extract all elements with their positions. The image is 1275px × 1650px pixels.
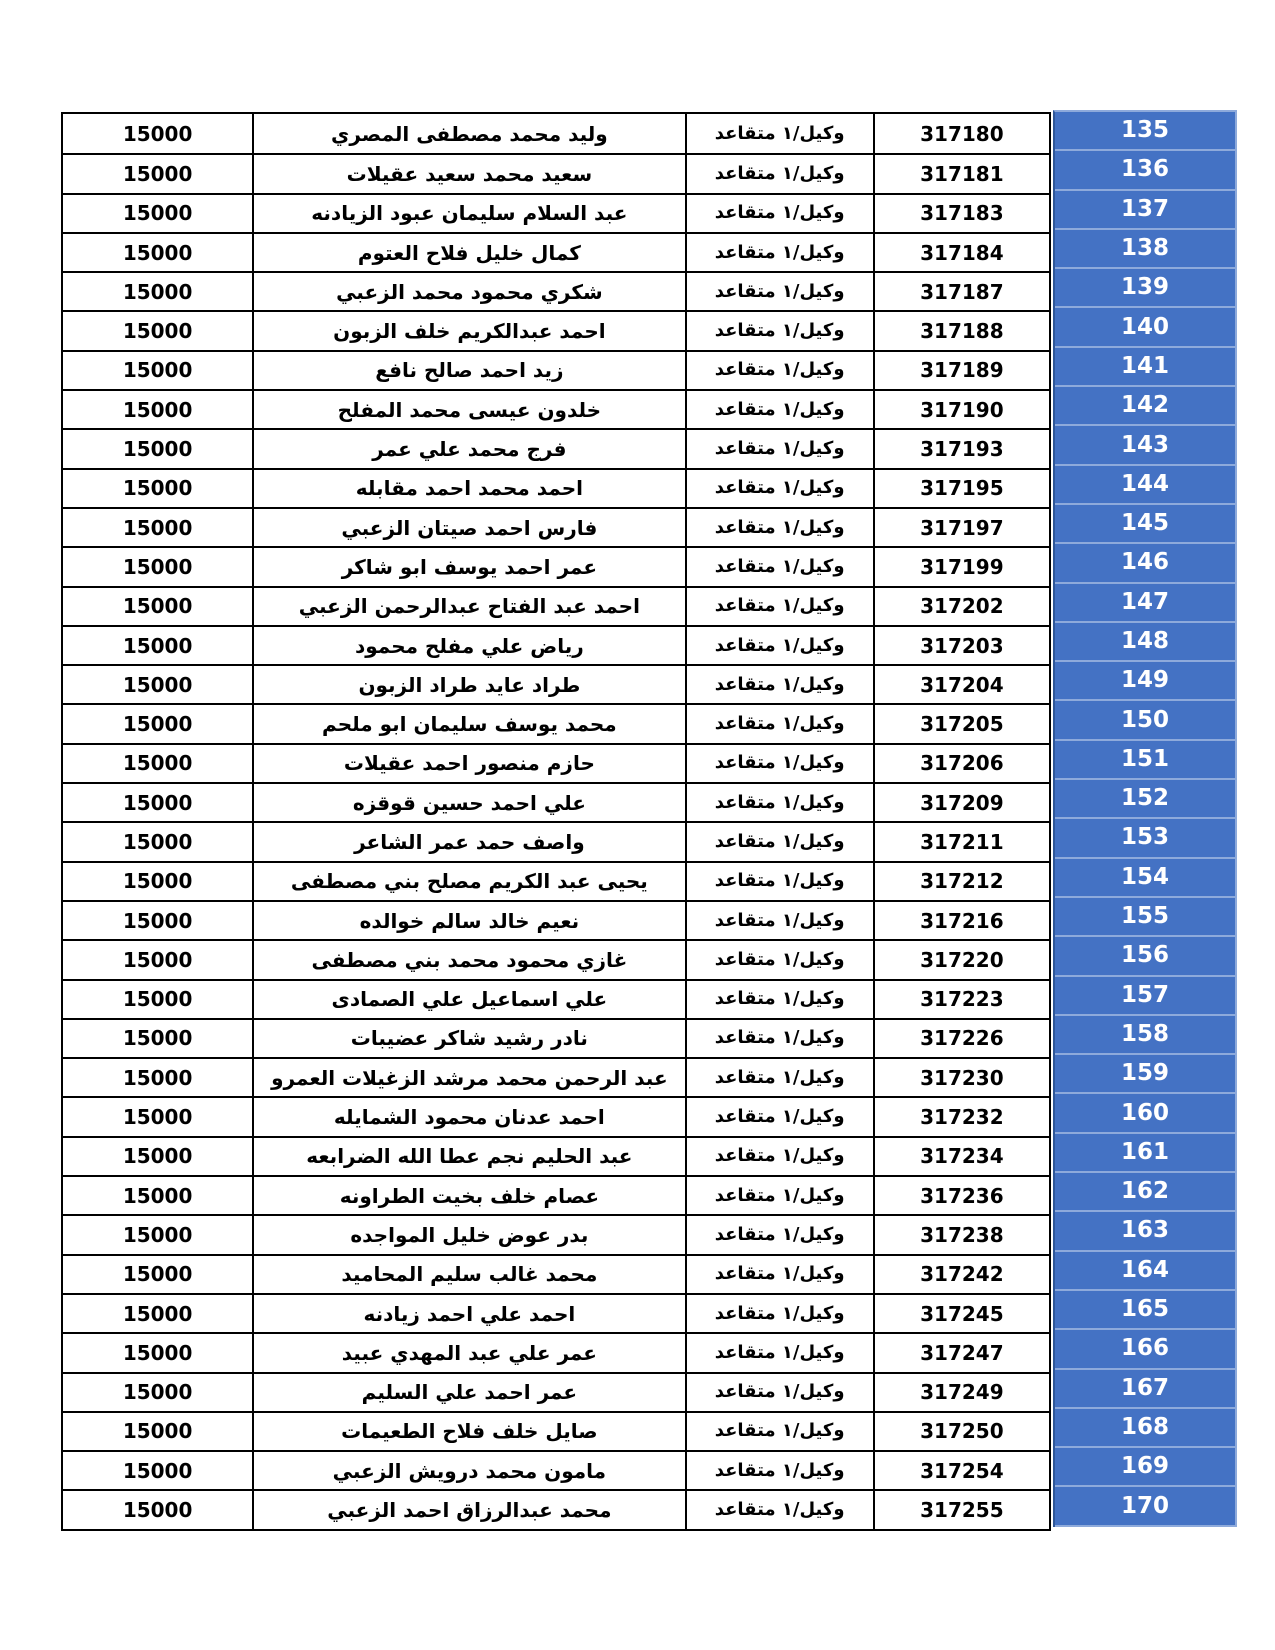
rank-cell: وكيل/١ متقاعد [685, 114, 873, 153]
table-row [63, 232, 1049, 271]
row-number-cell: 135 [1055, 112, 1235, 151]
table-row [63, 782, 1049, 821]
name-cell: عمر علي عبد المهدي عبيد [252, 1334, 684, 1371]
rank-cell: وكيل/١ متقاعد [685, 1020, 873, 1057]
name-cell: نادر رشيد شاكر عضيبات [252, 1020, 684, 1057]
table-row [63, 428, 1049, 467]
table-row [63, 743, 1049, 782]
row-number-cell: 161 [1055, 1134, 1235, 1173]
name-cell: عصام خلف بخيت الطراونه [252, 1177, 684, 1214]
rank-cell: وكيل/١ متقاعد [685, 784, 873, 821]
name-cell: علي اسماعيل علي الصمادى [252, 981, 684, 1018]
id-cell: 317180 [873, 114, 1049, 153]
name-cell: واصف حمد عمر الشاعر [252, 823, 684, 860]
row-number-cell: 139 [1055, 269, 1235, 308]
id-cell: 317188 [873, 312, 1049, 349]
amount-cell: 15000 [122, 1262, 193, 1287]
id-cell: 317206 [873, 745, 1049, 782]
rank-cell: وكيل/١ متقاعد [685, 1059, 873, 1096]
table-row [63, 900, 1049, 939]
table-row [63, 507, 1049, 546]
id-cell: 317187 [873, 273, 1049, 310]
amount-cell: 15000 [122, 1105, 193, 1130]
amount-cell: 15000 [122, 201, 193, 226]
id-cell: 317195 [873, 470, 1049, 507]
name-cell: احمد محمد احمد مقابله [252, 470, 684, 507]
table-row [63, 468, 1049, 507]
amount-cell: 15000 [122, 476, 193, 501]
rank-cell: وكيل/١ متقاعد [685, 666, 873, 703]
row-number-cell: 142 [1055, 387, 1235, 426]
rank-cell: وكيل/١ متقاعد [685, 234, 873, 271]
rank-cell: وكيل/١ متقاعد [685, 470, 873, 507]
amount-cell: 15000 [122, 1026, 193, 1051]
name-cell: غازي محمود محمد بني مصطفى [252, 941, 684, 978]
row-number-cell: 165 [1055, 1291, 1235, 1330]
row-number-cell: 169 [1055, 1448, 1235, 1487]
rank-cell: وكيل/١ متقاعد [685, 1256, 873, 1293]
rank-cell: وكيل/١ متقاعد [685, 902, 873, 939]
table-row [63, 703, 1049, 742]
id-cell: 317232 [873, 1098, 1049, 1135]
row-number-cell: 167 [1055, 1370, 1235, 1409]
table-row [63, 1175, 1049, 1214]
rank-cell: وكيل/١ متقاعد [685, 1413, 873, 1450]
name-cell: احمد عدنان محمود الشمايله [252, 1098, 684, 1135]
id-cell: 317249 [873, 1374, 1049, 1411]
rank-cell: وكيل/١ متقاعد [685, 548, 873, 585]
table-row [63, 979, 1049, 1018]
amount-cell: 15000 [122, 1458, 193, 1483]
rank-cell: وكيل/١ متقاعد [685, 195, 873, 232]
row-number-cell: 153 [1055, 819, 1235, 858]
retirees-table [61, 112, 1237, 1531]
amount-cell: 15000 [122, 1065, 193, 1090]
row-number-cell: 159 [1055, 1055, 1235, 1094]
table-row [63, 310, 1049, 349]
rank-cell: وكيل/١ متقاعد [685, 1334, 873, 1371]
rank-cell: وكيل/١ متقاعد [685, 155, 873, 192]
row-number-cell: 166 [1055, 1330, 1235, 1369]
rank-cell: وكيل/١ متقاعد [685, 1098, 873, 1135]
id-cell: 317209 [873, 784, 1049, 821]
name-cell: صايل خلف فلاح الطعيمات [252, 1413, 684, 1450]
row-number-cell: 157 [1055, 977, 1235, 1016]
name-cell: كمال خليل فلاح العتوم [252, 234, 684, 271]
row-number-column [1053, 110, 1237, 1527]
amount-cell: 15000 [122, 1144, 193, 1169]
name-cell: بدر عوض خليل المواجده [252, 1216, 684, 1253]
amount-cell: 15000 [122, 1340, 193, 1365]
table-row [63, 389, 1049, 428]
amount-cell: 15000 [122, 554, 193, 579]
table-row [63, 1332, 1049, 1371]
row-number-cell: 162 [1055, 1173, 1235, 1212]
amount-cell: 15000 [122, 712, 193, 737]
table-row [63, 1254, 1049, 1293]
amount-cell: 15000 [122, 358, 193, 383]
table-row [63, 153, 1049, 192]
id-cell: 317234 [873, 1138, 1049, 1175]
rank-cell: وكيل/١ متقاعد [685, 273, 873, 310]
name-cell: وليد محمد مصطفى المصري [252, 114, 684, 153]
id-cell: 317205 [873, 705, 1049, 742]
amount-cell: 15000 [122, 121, 193, 146]
amount-cell: 15000 [122, 1380, 193, 1405]
table-row [63, 625, 1049, 664]
amount-cell: 15000 [122, 397, 193, 422]
rank-cell: وكيل/١ متقاعد [685, 745, 873, 782]
table-row [63, 939, 1049, 978]
rank-cell: وكيل/١ متقاعد [685, 391, 873, 428]
amount-cell: 15000 [122, 1183, 193, 1208]
name-cell: محمد عبدالرزاق احمد الزعبي [252, 1491, 684, 1528]
rank-cell: وكيل/١ متقاعد [685, 1295, 873, 1332]
row-number-cell: 141 [1055, 348, 1235, 387]
name-cell: طراد عايد طراد الزبون [252, 666, 684, 703]
id-cell: 317181 [873, 155, 1049, 192]
name-cell: زيد احمد صالح نافع [252, 352, 684, 389]
id-cell: 317236 [873, 1177, 1049, 1214]
id-cell: 317247 [873, 1334, 1049, 1371]
table-row [63, 271, 1049, 310]
row-number-cell: 144 [1055, 466, 1235, 505]
amount-cell: 15000 [122, 1301, 193, 1326]
row-number-cell: 152 [1055, 780, 1235, 819]
id-cell: 317184 [873, 234, 1049, 271]
amount-cell: 15000 [122, 672, 193, 697]
name-cell: فرج محمد علي عمر [252, 430, 684, 467]
name-cell: احمد عبدالكريم خلف الزبون [252, 312, 684, 349]
row-number-cell: 155 [1055, 898, 1235, 937]
id-cell: 317189 [873, 352, 1049, 389]
amount-cell: 15000 [122, 633, 193, 658]
table-row [63, 586, 1049, 625]
name-cell: احمد عبد الفتاح عبدالرحمن الزعبي [252, 588, 684, 625]
row-number-cell: 140 [1055, 308, 1235, 347]
row-number-cell: 138 [1055, 230, 1235, 269]
table-row [63, 114, 1049, 153]
name-cell: محمد غالب سليم المحاميد [252, 1256, 684, 1293]
id-cell: 317211 [873, 823, 1049, 860]
table-row [63, 861, 1049, 900]
amount-cell: 15000 [122, 594, 193, 619]
name-cell: فارس احمد صيتان الزعبي [252, 509, 684, 546]
id-cell: 317202 [873, 588, 1049, 625]
rank-cell: وكيل/١ متقاعد [685, 823, 873, 860]
row-number-cell: 156 [1055, 937, 1235, 976]
amount-cell: 15000 [122, 947, 193, 972]
amount-cell: 15000 [122, 1498, 193, 1523]
rank-cell: وكيل/١ متقاعد [685, 705, 873, 742]
id-cell: 317255 [873, 1491, 1049, 1528]
name-cell: عبد الرحمن محمد مرشد الزغيلات العمرو [252, 1059, 684, 1096]
table-row [63, 546, 1049, 585]
rank-cell: وكيل/١ متقاعد [685, 941, 873, 978]
id-cell: 317212 [873, 863, 1049, 900]
table-row [63, 1214, 1049, 1253]
rank-cell: وكيل/١ متقاعد [685, 863, 873, 900]
id-cell: 317250 [873, 1413, 1049, 1450]
name-cell: شكري محمود محمد الزعبي [252, 273, 684, 310]
row-number-cell: 163 [1055, 1212, 1235, 1251]
id-cell: 317226 [873, 1020, 1049, 1057]
row-number-cell: 137 [1055, 191, 1235, 230]
rank-cell: وكيل/١ متقاعد [685, 430, 873, 467]
table-row [63, 1136, 1049, 1175]
table-row [63, 664, 1049, 703]
amount-cell: 15000 [122, 1419, 193, 1444]
table-row [63, 1018, 1049, 1057]
id-cell: 317220 [873, 941, 1049, 978]
id-cell: 317254 [873, 1452, 1049, 1489]
name-cell: يحيى عبد الكريم مصلح بني مصطفى [252, 863, 684, 900]
rank-cell: وكيل/١ متقاعد [685, 1452, 873, 1489]
amount-cell: 15000 [122, 437, 193, 462]
amount-cell: 15000 [122, 869, 193, 894]
table-row [63, 193, 1049, 232]
row-number-cell: 170 [1055, 1487, 1235, 1526]
amount-cell: 15000 [122, 240, 193, 265]
row-number-cell: 145 [1055, 505, 1235, 544]
rank-cell: وكيل/١ متقاعد [685, 981, 873, 1018]
rank-cell: وكيل/١ متقاعد [685, 1374, 873, 1411]
rank-cell: وكيل/١ متقاعد [685, 509, 873, 546]
amount-cell: 15000 [122, 515, 193, 540]
rank-cell: وكيل/١ متقاعد [685, 352, 873, 389]
table-row [63, 1372, 1049, 1411]
id-cell: 317223 [873, 981, 1049, 1018]
name-cell: احمد علي احمد زيادنه [252, 1295, 684, 1332]
table-row [63, 350, 1049, 389]
id-cell: 317197 [873, 509, 1049, 546]
id-cell: 317183 [873, 195, 1049, 232]
name-cell: عمر احمد علي السليم [252, 1374, 684, 1411]
table-row [63, 1057, 1049, 1096]
id-cell: 317230 [873, 1059, 1049, 1096]
table-row [63, 1411, 1049, 1450]
row-number-cell: 160 [1055, 1094, 1235, 1133]
row-number-cell: 158 [1055, 1016, 1235, 1055]
roster-table-body [61, 112, 1051, 1531]
table-row [63, 1489, 1049, 1528]
id-cell: 317216 [873, 902, 1049, 939]
rank-cell: وكيل/١ متقاعد [685, 312, 873, 349]
row-number-cell: 149 [1055, 662, 1235, 701]
amount-cell: 15000 [122, 829, 193, 854]
name-cell: عمر احمد يوسف ابو شاكر [252, 548, 684, 585]
amount-cell: 15000 [122, 161, 193, 186]
row-number-cell: 168 [1055, 1409, 1235, 1448]
row-number-cell: 154 [1055, 859, 1235, 898]
id-cell: 317242 [873, 1256, 1049, 1293]
amount-cell: 15000 [122, 1222, 193, 1247]
name-cell: مامون محمد درويش الزعبي [252, 1452, 684, 1489]
table-row [63, 1096, 1049, 1135]
row-number-cell: 150 [1055, 701, 1235, 740]
name-cell: نعيم خالد سالم خوالده [252, 902, 684, 939]
name-cell: علي احمد حسين قوقزه [252, 784, 684, 821]
table-row [63, 1293, 1049, 1332]
row-number-cell: 136 [1055, 151, 1235, 190]
row-number-cell: 151 [1055, 741, 1235, 780]
table-row [63, 821, 1049, 860]
row-number-cell: 148 [1055, 623, 1235, 662]
name-cell: عبد السلام سليمان عبود الزيادنه [252, 195, 684, 232]
name-cell: عبد الحليم نجم عطا الله الضرابعه [252, 1138, 684, 1175]
name-cell: رياض علي مفلح محمود [252, 627, 684, 664]
rank-cell: وكيل/١ متقاعد [685, 1177, 873, 1214]
id-cell: 317245 [873, 1295, 1049, 1332]
rank-cell: وكيل/١ متقاعد [685, 588, 873, 625]
amount-cell: 15000 [122, 908, 193, 933]
amount-cell: 15000 [122, 790, 193, 815]
id-cell: 317199 [873, 548, 1049, 585]
row-number-cell: 164 [1055, 1252, 1235, 1291]
amount-cell: 15000 [122, 279, 193, 304]
name-cell: سعيد محمد سعيد عقيلات [252, 155, 684, 192]
table-row [63, 1450, 1049, 1489]
row-number-cell: 146 [1055, 544, 1235, 583]
id-cell: 317238 [873, 1216, 1049, 1253]
amount-cell: 15000 [122, 751, 193, 776]
id-cell: 317203 [873, 627, 1049, 664]
id-cell: 317190 [873, 391, 1049, 428]
rank-cell: وكيل/١ متقاعد [685, 1138, 873, 1175]
id-cell: 317204 [873, 666, 1049, 703]
amount-cell: 15000 [122, 987, 193, 1012]
row-number-cell: 147 [1055, 584, 1235, 623]
rank-cell: وكيل/١ متقاعد [685, 1216, 873, 1253]
name-cell: محمد يوسف سليمان ابو ملحم [252, 705, 684, 742]
name-cell: حازم منصور احمد عقيلات [252, 745, 684, 782]
rank-cell: وكيل/١ متقاعد [685, 1491, 873, 1528]
id-cell: 317193 [873, 430, 1049, 467]
row-number-cell: 143 [1055, 426, 1235, 465]
rank-cell: وكيل/١ متقاعد [685, 627, 873, 664]
amount-cell: 15000 [122, 319, 193, 344]
name-cell: خلدون عيسى محمد المفلح [252, 391, 684, 428]
